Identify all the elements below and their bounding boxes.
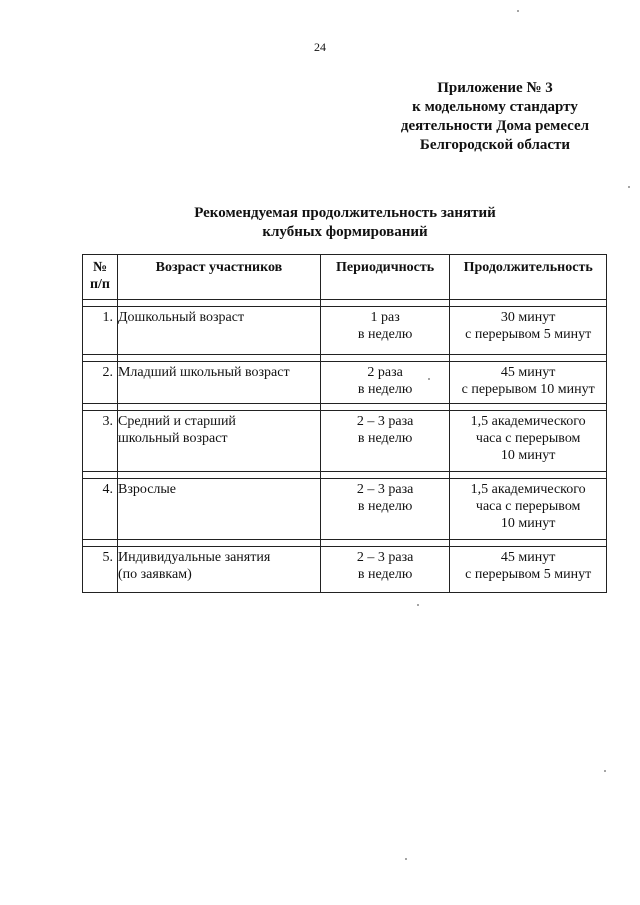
table-row: [83, 307, 607, 355]
cell-periodicity: 2 раза в неделю: [320, 362, 449, 404]
cell-duration: 30 минут с перерывом 5 минут: [450, 307, 607, 355]
row-separator: [83, 355, 607, 362]
table-row: [83, 479, 607, 540]
table-header-row: [83, 255, 607, 300]
scan-speck: [405, 858, 407, 860]
row-separator: [83, 540, 607, 547]
schedule-table: [82, 254, 607, 593]
scan-speck: [428, 378, 430, 380]
cell-num: 5.: [83, 547, 118, 593]
cell-num: 2.: [83, 362, 118, 404]
appendix-line: Приложение № 3: [437, 80, 553, 96]
scan-speck: [628, 186, 630, 188]
title-line: Рекомендуемая продолжительность занятий: [194, 205, 496, 221]
cell-age: Дошкольный возраст: [117, 307, 320, 355]
appendix-header: [395, 79, 595, 155]
cell-num: 1.: [83, 307, 118, 355]
title-line: клубных формирований: [262, 224, 428, 240]
scan-speck: [417, 604, 419, 606]
cell-num: 3.: [83, 411, 118, 472]
cell-periodicity: 2 – 3 раза в неделю: [320, 479, 449, 540]
appendix-line: Белгородской области: [419, 137, 571, 153]
header-num: № п/п: [83, 255, 118, 300]
row-separator: [83, 404, 607, 411]
cell-periodicity: 2 – 3 раза в неделю: [320, 547, 449, 593]
cell-duration: 1,5 академического часа с перерывом 10 минут: [450, 411, 607, 472]
row-separator: [83, 300, 607, 307]
row-separator: [83, 472, 607, 479]
cell-duration: 45 минут с перерывом 5 минут: [450, 547, 607, 593]
appendix-line: к модельному стандарту: [412, 99, 578, 115]
table-row: [83, 547, 607, 593]
header-duration: Продолжительность: [450, 255, 607, 300]
appendix-line: деятельности Дома ремесел: [400, 118, 590, 134]
table-row: [83, 362, 607, 404]
cell-age: Младший школьный возраст: [117, 362, 320, 404]
header-periodicity: Периодичность: [320, 255, 449, 300]
cell-periodicity: 1 раз в неделю: [320, 307, 449, 355]
cell-num: 4.: [83, 479, 118, 540]
document-title: [140, 204, 550, 242]
header-age: Возраст участников: [117, 255, 320, 300]
scan-speck: [517, 10, 519, 12]
cell-age: Средний и старший школьный возраст: [117, 411, 320, 472]
cell-duration: 1,5 академического часа с перерывом 10 минут: [450, 479, 607, 540]
scan-speck: [604, 770, 606, 772]
cell-duration: 45 минут с перерывом 10 минут: [450, 362, 607, 404]
page-number: 24: [314, 40, 326, 54]
table-row: [83, 411, 607, 472]
cell-age: Взрослые: [117, 479, 320, 540]
cell-periodicity: 2 – 3 раза в неделю: [320, 411, 449, 472]
cell-age: Индивидуальные занятия (по заявкам): [117, 547, 320, 593]
